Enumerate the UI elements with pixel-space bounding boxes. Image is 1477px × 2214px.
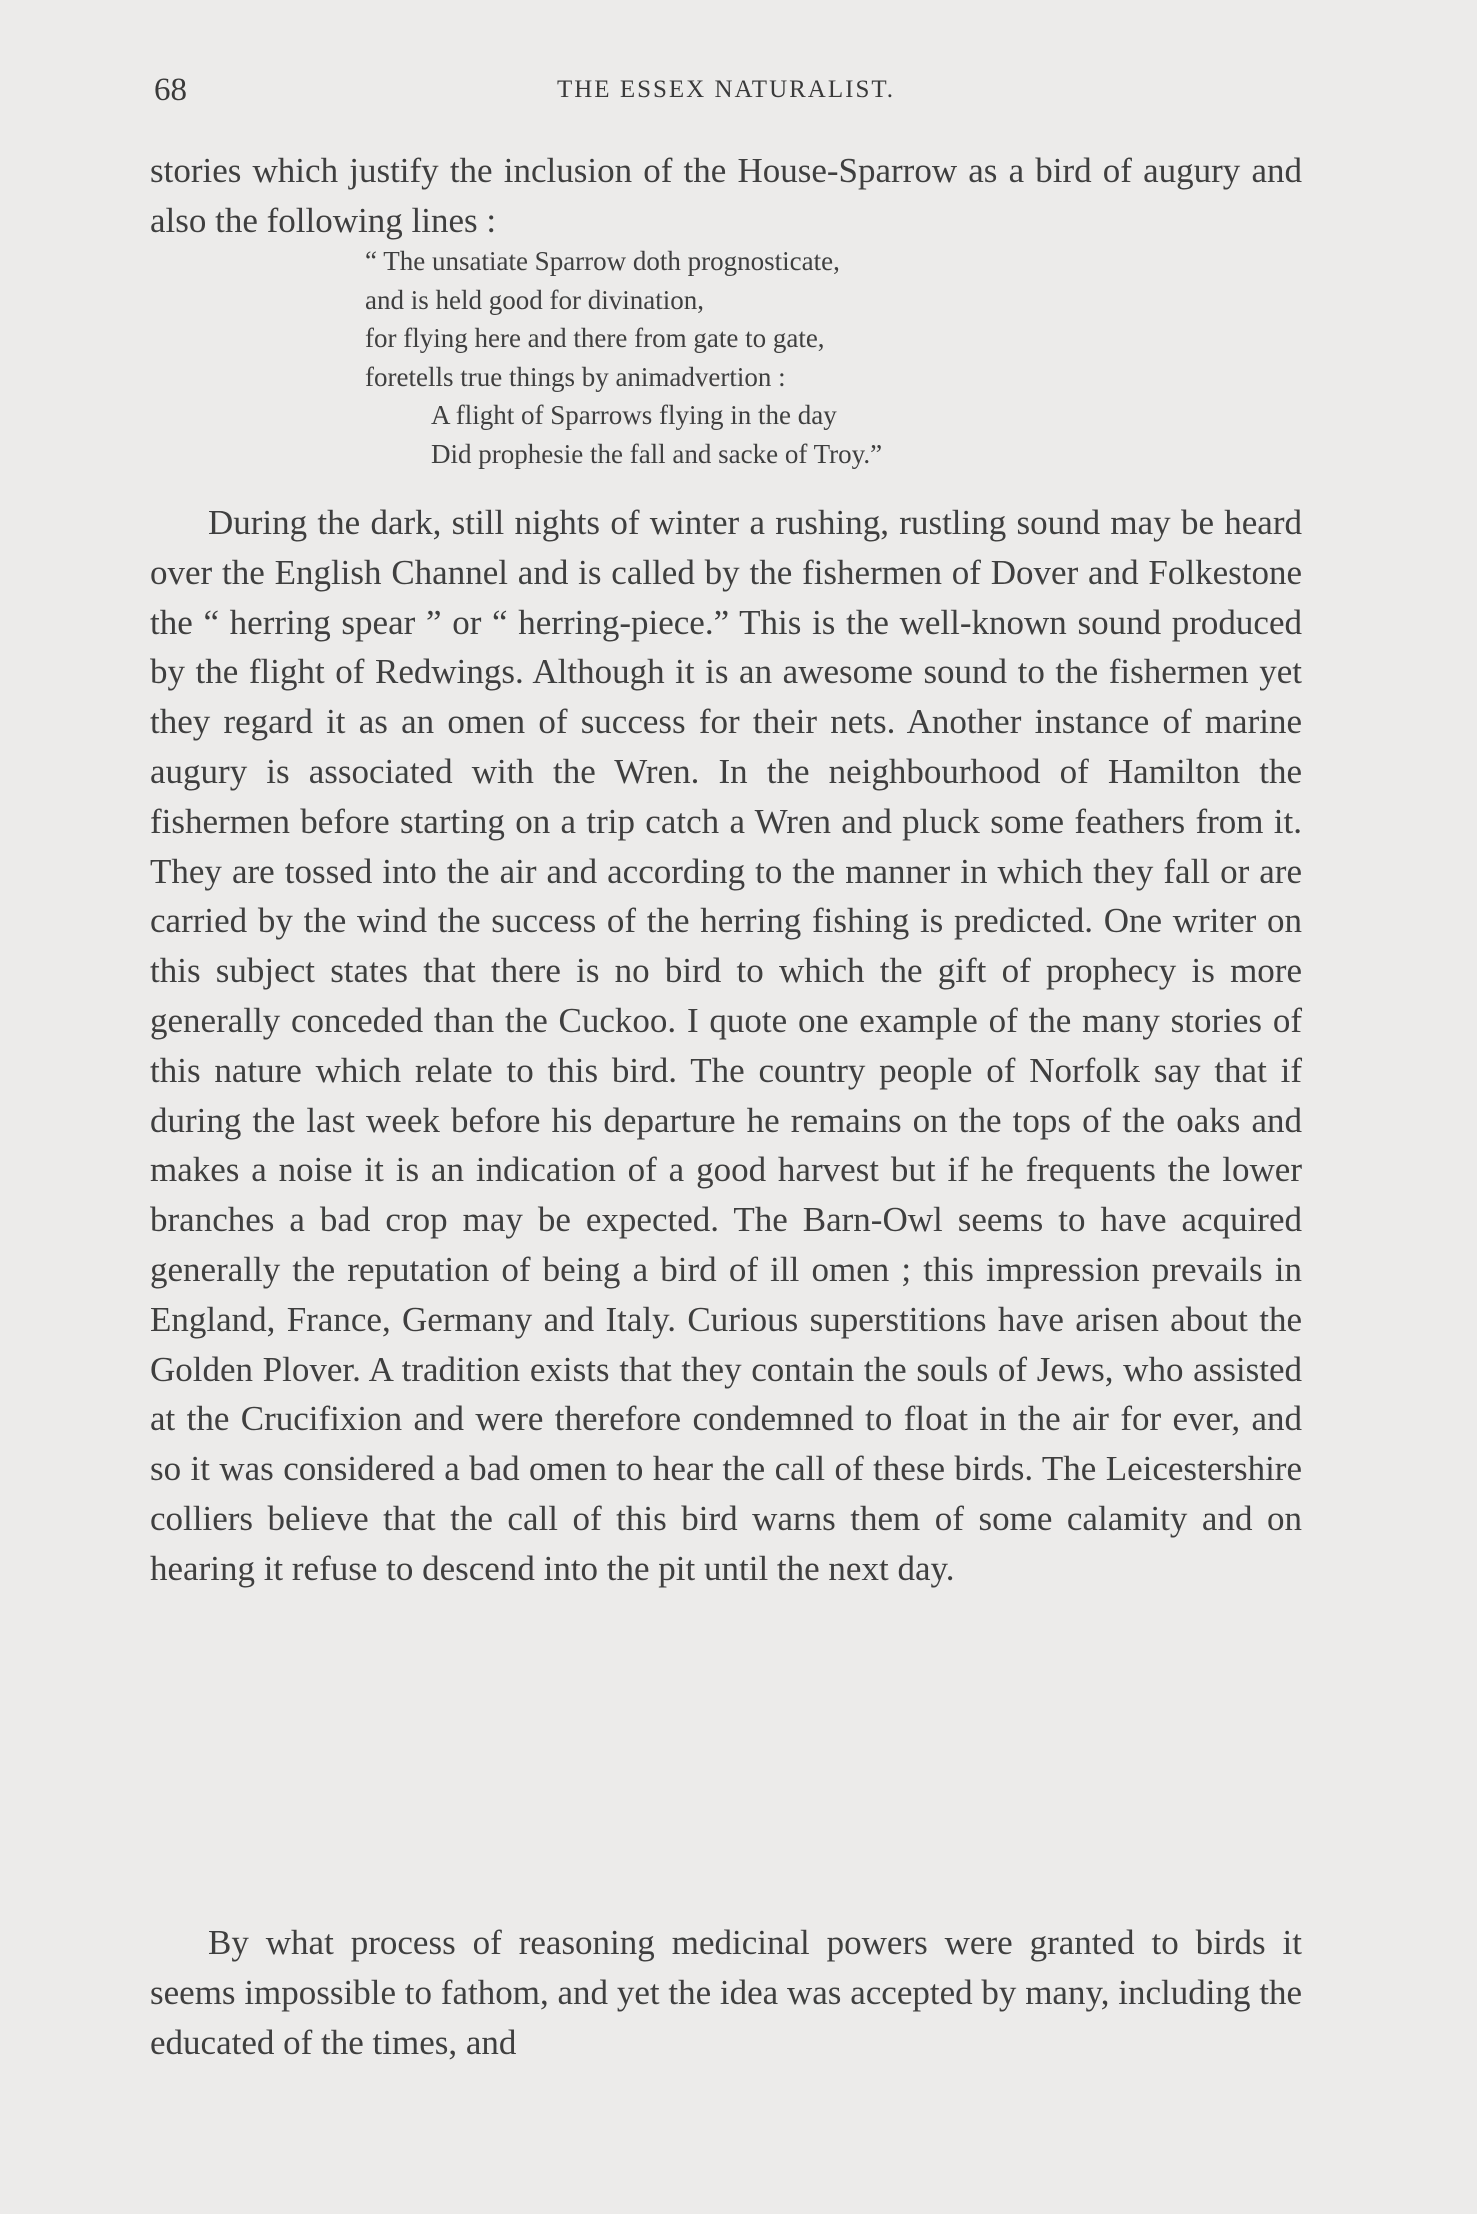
running-title: THE ESSEX NATURALIST. bbox=[556, 76, 896, 103]
page-header bbox=[150, 72, 1302, 116]
quoted-verse bbox=[365, 242, 882, 473]
paragraph-block-medicinal bbox=[150, 1918, 1302, 2067]
verse-line: A flight of Sparrows flying in the day bbox=[431, 400, 837, 430]
verse-line: foretells true things by animadvertion : bbox=[365, 361, 786, 392]
paragraph-block-birds-omens bbox=[150, 498, 1302, 1594]
opening-text-block bbox=[150, 146, 1302, 246]
verse-line: “ The unsatiate Sparrow doth prognosticate, bbox=[365, 246, 840, 276]
paragraph-medicinal: By what process of reasoning medicinal powers were granted to birds it seems impossible to fathom, and yet the idea was accepted by many, including the educated of the times, and bbox=[150, 1923, 1302, 2062]
opening-text: stories which justify the inclusion of the House-Sparrow as a bird of augury and also the following lines : bbox=[150, 151, 1302, 240]
page-number: 68 bbox=[154, 72, 187, 108]
verse-line: for flying here and there from gate to gate, bbox=[365, 323, 825, 353]
verse-line: Did prophesie the fall and sacke of Troy.” bbox=[431, 438, 883, 469]
verse-line: and is held good for divination, bbox=[365, 284, 704, 315]
paragraph-omens: During the dark, still nights of winter a rushing, rustling sound may be heard over the English Channel and is called by the fishermen of Dover and Folkestone the “ herring spear ” or “ herring-piece.” This is the well-known sound produced by the flight of Redwings. Although it is an awesome sound to the fishermen yet they regard it as an omen of success for their nets. Another instance of marine augury is associated with the Wren. In the neighbourhood of Hamilton the fishermen before starting on a trip catch a Wren and pluck some feathers from it. They are tossed into the air and according to the manner in which they fall or are carried by the wind the success of the herring fishing is predicted. One writer on this subject states that there is no bird to which the gift of prophecy is more generally conceded than the Cuckoo. I quote one example of the many stories of this nature which relate to this bird. The country people of Norfolk say that if during the last week before his departure he remains on the tops of the oaks and makes a noise it is an indication of a good harvest but if he frequents the lower branches a bad crop may be expected. The Barn-Owl seems to have acquired generally the reputation of being a bird of ill omen ; this impression prevails in England, France, Germany and Italy. Curious superstitions have arisen about the Golden Plover. A tradition exists that they contain the souls of Jews, who assisted at the Crucifixion and were therefore condemned to float in the air for ever, and so it was considered a bad omen to hear the call of these birds. The Leicestershire colliers believe that the call of this bird warns them of some calamity and on hearing it refuse to descend into the pit until the next day. bbox=[150, 503, 1302, 1588]
